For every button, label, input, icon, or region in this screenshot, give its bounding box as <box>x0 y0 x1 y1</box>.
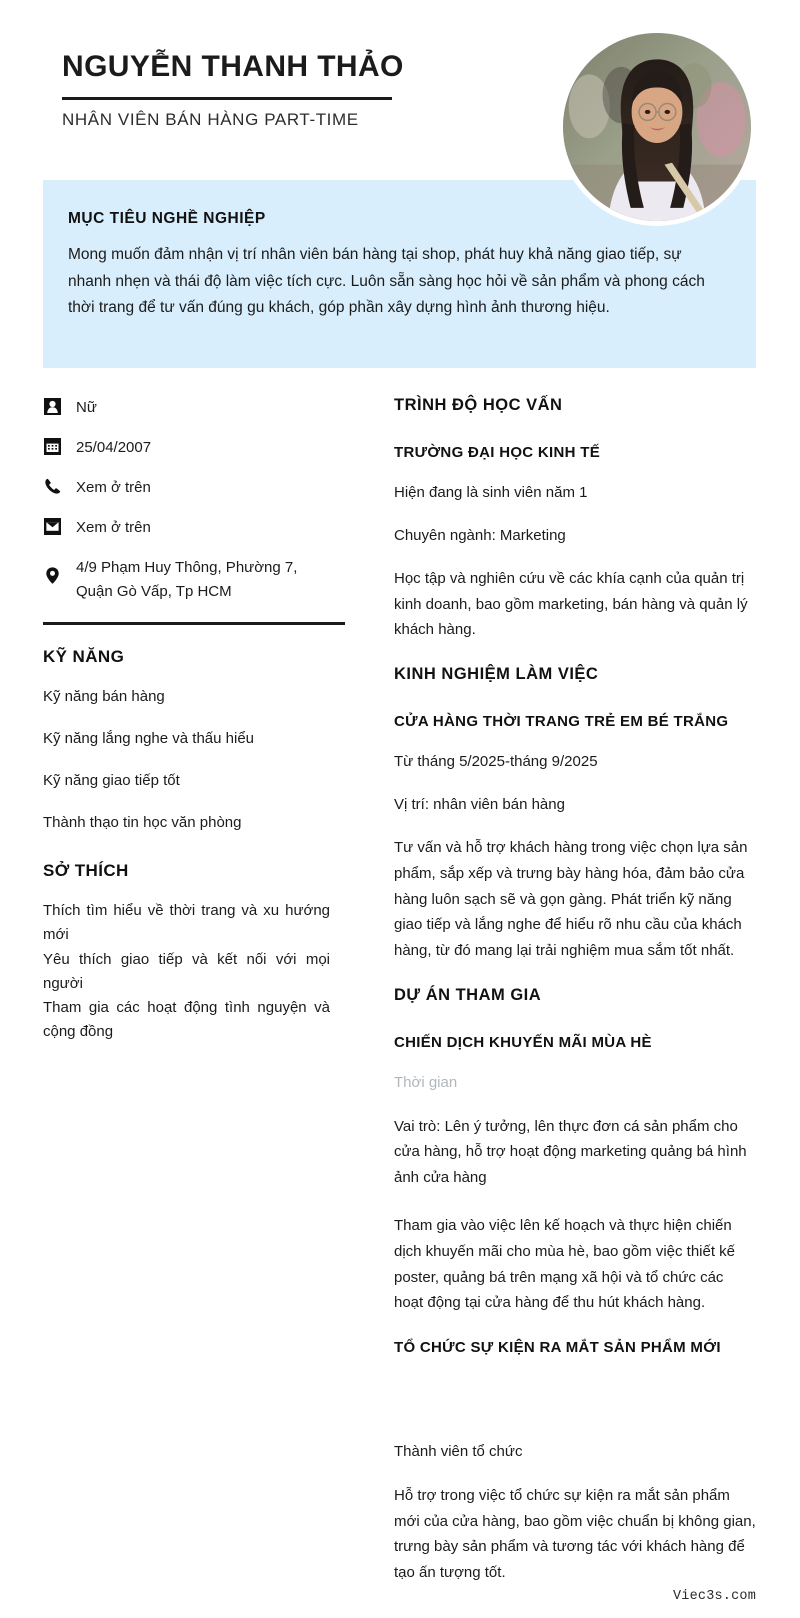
hobby-item: Yêu thích giao tiếp và kết nối với mọi người <box>43 950 330 992</box>
site-watermark: Viec3s.com <box>672 1588 756 1604</box>
envelope-icon <box>43 517 62 536</box>
projects-section <box>394 986 756 1586</box>
project-time[interactable]: Thời gian <box>394 1074 458 1092</box>
skill-item: Kỹ năng lắng nghe và thấu hiểu <box>43 730 255 747</box>
person-icon <box>43 397 62 416</box>
hobby-item: Thích tìm hiểu về thời trang và xu hướng mới <box>43 902 330 944</box>
project-role: Thành viên tổ chức <box>394 1443 523 1461</box>
contact-row-email[interactable] <box>43 516 330 540</box>
sidebar-divider <box>43 622 345 625</box>
skill-item: Kỹ năng bán hàng <box>43 688 165 705</box>
education-heading: TRÌNH ĐỘ HỌC VẤN <box>394 396 563 414</box>
contact-row-birthdate <box>43 436 330 460</box>
contact-row-address <box>43 556 330 604</box>
sidebar-column <box>43 396 346 1045</box>
skills-heading: KỸ NĂNG <box>43 647 125 666</box>
avatar <box>558 28 756 226</box>
main-column <box>346 396 756 1608</box>
hobbies-heading: SỞ THÍCH <box>43 861 129 880</box>
avatar-photo-icon <box>563 33 751 221</box>
project-entry <box>394 1033 756 1316</box>
skill-item: Thành thạo tin học văn phòng <box>43 814 242 831</box>
hobby-item: Tham gia các hoạt động tình nguyện và cộng đồng <box>43 999 330 1041</box>
education-year: Hiện đang là sinh viên năm 1 <box>394 484 588 502</box>
projects-heading: DỰ ÁN THAM GIA <box>394 986 542 1005</box>
contact-value-gender: Nữ <box>76 399 97 416</box>
project-title: CHIẾN DỊCH KHUYẾN MÃI MÙA HÈ <box>394 1034 652 1052</box>
project-spacer <box>394 1416 756 1440</box>
hobbies-section <box>43 861 330 1045</box>
project-title: TỔ CHỨC SỰ KIỆN RA MẮT SẢN PHẨM MỚI <box>394 1339 721 1357</box>
project-description: Tham gia vào việc lên kế hoạch và thực hiện chiến dịch khuyến mãi cho mùa hè, bao gồm việc thiết kế poster, quảng bá trên mạng xã hội và tổ chức các hoạt động tại cửa hàng để thu hút khách hàng. <box>394 1217 736 1312</box>
contact-list <box>43 396 330 604</box>
education-school: TRƯỜNG ĐẠI HỌC KINH TẾ <box>394 444 601 461</box>
experience-heading: KINH NGHIỆM LÀM VIỆC <box>394 665 599 684</box>
skill-item: Kỹ năng giao tiếp tốt <box>43 772 180 789</box>
location-pin-icon <box>43 566 62 585</box>
education-entry <box>394 443 756 643</box>
career-objective-text: Mong muốn đảm nhận vị trí nhân viên bán hàng tại shop, phát huy khả năng giao tiếp, sự nhanh nhẹn và thái độ làm việc tích cực. Luôn sẵn sàng học hỏi về sản phẩm và phong cách thời trang để tư vấn đúng gu khách, góp phần xây dựng hình ảnh thương hiệu. <box>68 246 705 317</box>
project-role: Vai trò: Lên ý tưởng, lên thực đơn cá sản phẩm cho cửa hàng, hỗ trợ hoạt động marketing quảng bá hình ảnh cửa hàng <box>394 1117 747 1187</box>
experience-entry <box>394 712 756 964</box>
experience-section <box>394 665 756 964</box>
career-objective-heading: MỤC TIÊU NGHỀ NGHIỆP <box>68 210 266 227</box>
skills-section <box>43 647 330 835</box>
education-major: Chuyên ngành: Marketing <box>394 526 566 544</box>
contact-value-phone: Xem ở trên <box>76 479 151 496</box>
contact-row-phone[interactable] <box>43 476 330 500</box>
contact-value-email: Xem ở trên <box>76 519 151 536</box>
phone-icon <box>43 477 62 496</box>
education-section <box>394 396 756 643</box>
project-entry <box>394 1338 756 1586</box>
education-description: Học tập và nghiên cứu về các khía cạnh của quản trị kinh doanh, bao gồm marketing, bán hàng và quản lý khách hàng. <box>394 569 748 639</box>
name-underline-rule <box>62 97 392 100</box>
cv-header <box>0 0 800 180</box>
contact-row-gender <box>43 396 330 420</box>
experience-company: CỬA HÀNG THỜI TRANG TRẺ EM BÉ TRẮNG <box>394 713 729 731</box>
page-title: NGUYỄN THANH THẢO <box>62 50 404 83</box>
experience-description: Tư vấn và hỗ trợ khách hàng trong việc chọn lựa sản phẩm, sắp xếp và trưng bày hàng hóa, đảm bảo cửa hàng luôn sạch sẽ và gọn gàng. Phát triển kỹ năng giao tiếp và lắng nghe để hiểu rõ nhu cầu của khách hàng, từ đó mang lại trải nghiệm mua sắm tốt nhất. <box>394 839 748 960</box>
experience-position: Vị trí: nhân viên bán hàng <box>394 795 565 813</box>
project-time[interactable] <box>394 1376 756 1398</box>
contact-value-address: 4/9 Phạm Huy Thông, Phường 7, Quận Gò Vấp, Tp HCM <box>76 559 298 600</box>
contact-value-birthdate: 25/04/2007 <box>76 439 152 456</box>
job-title: NHÂN VIÊN BÁN HÀNG PART-TIME <box>62 109 359 129</box>
cv-body <box>0 368 800 1608</box>
experience-period: Từ tháng 5/2025-tháng 9/2025 <box>394 753 598 771</box>
calendar-icon <box>43 437 62 456</box>
project-description: Hỗ trợ trong việc tổ chức sự kiện ra mắt sản phẩm mới của cửa hàng, bao gồm việc chuẩn bị không gian, trưng bày sản phẩm và tương tác với khách hàng để tạo ấn tượng tốt. <box>394 1486 756 1582</box>
